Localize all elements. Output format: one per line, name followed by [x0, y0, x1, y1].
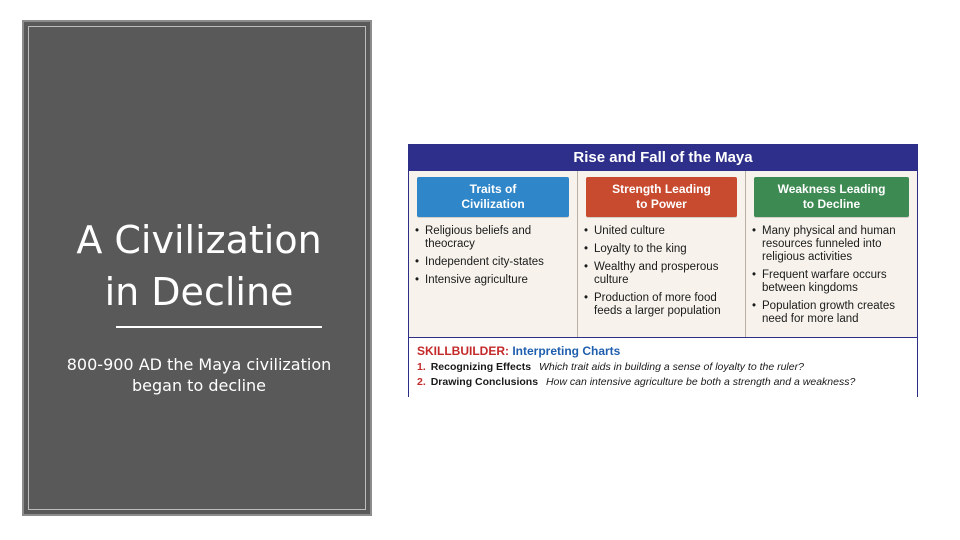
maya-chart [408, 144, 918, 397]
skillbuilder-heading [417, 344, 620, 358]
list-item: • Religious beliefs and theocracy [415, 225, 571, 251]
list-item: • Wealthy and prosperous culture [584, 261, 739, 287]
column-heading [586, 177, 737, 217]
skillbuilder-label: SKILLBUILDER: [417, 344, 509, 358]
column-list [752, 225, 911, 331]
column-heading-line-1: Strength Leading [612, 182, 711, 196]
list-item: • Independent city-states [415, 256, 571, 269]
question-label: Recognizing Effects [430, 361, 532, 373]
list-item: • Intensive agriculture [415, 274, 571, 287]
list-item: • United culture [584, 225, 739, 238]
column-traits [409, 171, 577, 337]
chart-body [409, 171, 917, 337]
question-text: Which trait aids in building a sense of loyalty to the ruler? [538, 361, 804, 373]
subtitle-line-2: began to decline [131, 376, 266, 395]
skillbuilder-question [417, 376, 855, 389]
title-line-1: A Civilization [76, 218, 322, 262]
skillbuilder [409, 337, 917, 397]
column-weakness [745, 171, 917, 337]
question-label: Drawing Conclusions [430, 376, 539, 388]
question-number: 2. [417, 376, 426, 388]
chart-title: Rise and Fall of the Maya [409, 145, 917, 171]
title-divider [116, 326, 322, 328]
column-heading-line-2: to Decline [802, 197, 861, 211]
column-list [415, 225, 571, 292]
list-item: • Population growth creates need for more land [752, 300, 911, 326]
column-strength [577, 171, 745, 337]
column-heading-line-1: Traits of [469, 182, 517, 196]
column-heading-line-2: Civilization [461, 197, 525, 211]
column-heading [417, 177, 569, 217]
list-item: • Frequent warfare occurs between kingdoms [752, 269, 911, 295]
skillbuilder-question [417, 361, 804, 374]
column-list [584, 225, 739, 323]
column-heading-line-2: to Power [636, 197, 687, 211]
list-item: • Production of more food feeds a larger population [584, 292, 739, 318]
skillbuilder-topic: Interpreting Charts [512, 344, 621, 358]
title-panel [22, 20, 372, 516]
slide-title [24, 214, 374, 318]
list-item: • Loyalty to the king [584, 243, 739, 256]
column-heading [754, 177, 909, 217]
column-heading-line-1: Weakness Leading [777, 182, 886, 196]
subtitle-line-1: 800-900 AD the Maya civilization [66, 355, 332, 374]
list-item: • Many physical and human resources funneled into religious activities [752, 225, 911, 264]
title-line-2: in Decline [104, 270, 294, 314]
question-text: How can intensive agriculture be both a strength and a weakness? [545, 376, 856, 388]
slide-subtitle [24, 354, 374, 396]
question-number: 1. [417, 361, 426, 373]
